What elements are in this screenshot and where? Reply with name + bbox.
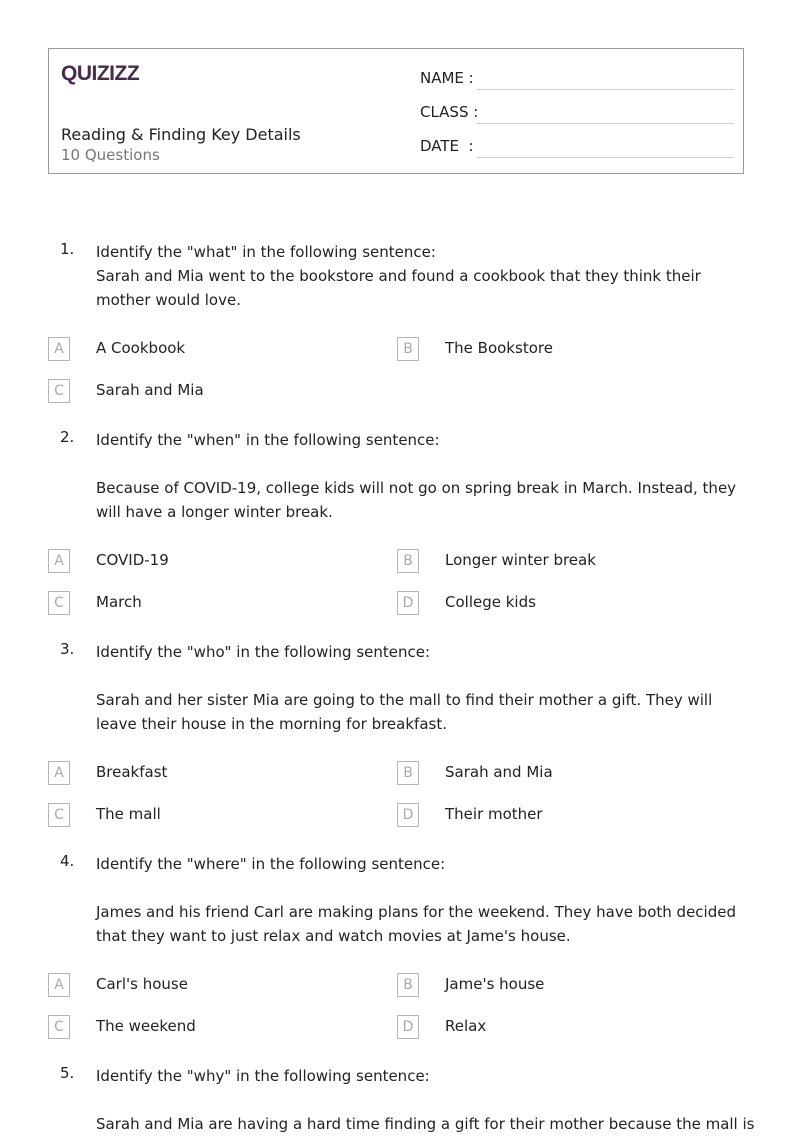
option-text: March: [96, 593, 142, 611]
question-prompt: [96, 640, 756, 736]
option-d[interactable]: [397, 803, 727, 827]
option-text: The mall: [96, 805, 161, 823]
question-prompt: [96, 852, 756, 948]
option-text: College kids: [445, 593, 536, 611]
worksheet-header: [48, 48, 744, 174]
name-line[interactable]: [477, 89, 734, 90]
option-text: Breakfast: [96, 763, 168, 781]
option-a[interactable]: [48, 337, 378, 361]
question-prompt: [96, 1064, 756, 1136]
option-letter-box: A: [48, 549, 70, 573]
question-number: 1.: [60, 240, 75, 258]
option-text: Sarah and Mia: [445, 763, 553, 781]
prompt-line: James and his friend Carl are making plans for the weekend. They have both decided that they want to just relax and watch movies at Jame's house.: [96, 903, 741, 945]
prompt-line: Identify the "when" in the following sentence:: [96, 431, 440, 449]
option-text: Sarah and Mia: [96, 381, 204, 399]
option-letter-box: B: [397, 973, 419, 997]
option-d[interactable]: [397, 591, 727, 615]
option-letter-box: C: [48, 591, 70, 615]
question-number: 5.: [60, 1064, 75, 1082]
option-text: A Cookbook: [96, 339, 186, 357]
option-text: Jame's house: [445, 975, 545, 993]
name-label: NAME :: [420, 69, 474, 87]
option-b[interactable]: [397, 549, 727, 573]
quizizz-logo: [61, 59, 151, 87]
option-letter-box: C: [48, 803, 70, 827]
option-c[interactable]: [48, 803, 378, 827]
option-text: The Bookstore: [445, 339, 553, 357]
option-c[interactable]: [48, 1015, 378, 1039]
option-b[interactable]: [397, 973, 727, 997]
date-field[interactable]: [420, 137, 734, 157]
prompt-line: Identify the "what" in the following sentence:: [96, 243, 436, 261]
question-prompt: [96, 428, 756, 524]
option-letter-box: D: [397, 1015, 419, 1039]
question-number: 3.: [60, 640, 75, 658]
option-a[interactable]: [48, 761, 378, 785]
option-a[interactable]: [48, 973, 378, 997]
option-letter-box: C: [48, 1015, 70, 1039]
option-text: COVID-19: [96, 551, 169, 569]
option-letter-box: A: [48, 337, 70, 361]
prompt-spacer: [96, 664, 756, 688]
prompt-line: Identify the "why" in the following sentence:: [96, 1067, 430, 1085]
prompt-line: Sarah and her sister Mia are going to the mall to find their mother a gift. They will leave their house in the morning for breakfast.: [96, 691, 718, 733]
class-label: CLASS :: [420, 103, 479, 121]
question-prompt: [96, 240, 756, 312]
prompt-line: Identify the "who" in the following sentence:: [96, 643, 431, 661]
question-5: [0, 1064, 794, 1133]
class-line[interactable]: [477, 123, 734, 124]
option-text: The weekend: [96, 1017, 196, 1035]
name-field[interactable]: [420, 69, 734, 89]
option-letter-box: D: [397, 591, 419, 615]
option-letter-box: A: [48, 761, 70, 785]
question-number: 2.: [60, 428, 75, 446]
prompt-spacer: [96, 876, 756, 900]
prompt-line: Because of COVID-19, college kids will not go on spring break in March. Instead, they will have a longer winter break.: [96, 479, 741, 521]
option-c[interactable]: [48, 379, 378, 403]
worksheet-title: Reading & Finding Key Details: [61, 125, 301, 144]
option-letter-box: B: [397, 337, 419, 361]
prompt-line: Identify the "where" in the following sentence:: [96, 855, 446, 873]
option-letter-box: D: [397, 803, 419, 827]
question-number: 4.: [60, 852, 75, 870]
option-b[interactable]: [397, 337, 727, 361]
option-d[interactable]: [397, 1015, 727, 1039]
option-text: Carl's house: [96, 975, 188, 993]
class-field[interactable]: [420, 103, 734, 123]
option-letter-box: A: [48, 973, 70, 997]
option-text: Longer winter break: [445, 551, 596, 569]
prompt-spacer: [96, 452, 756, 476]
prompt-spacer: [96, 1088, 756, 1112]
date-line[interactable]: [477, 157, 734, 158]
option-letter-box: B: [397, 761, 419, 785]
option-letter-box: C: [48, 379, 70, 403]
option-text: Their mother: [445, 805, 543, 823]
option-a[interactable]: [48, 549, 378, 573]
option-b[interactable]: [397, 761, 727, 785]
prompt-line: Sarah and Mia are having a hard time finding a gift for their mother because the mall is: [96, 1115, 755, 1133]
option-text: Relax: [445, 1017, 487, 1035]
option-c[interactable]: [48, 591, 378, 615]
date-label: DATE :: [420, 137, 474, 155]
question-count: 10 Questions: [61, 146, 160, 164]
svg-text:QUIZIZZ: QUIZIZZ: [61, 62, 140, 85]
prompt-line: Sarah and Mia went to the bookstore and found a cookbook that they think their mother would love.: [96, 267, 706, 309]
option-letter-box: B: [397, 549, 419, 573]
